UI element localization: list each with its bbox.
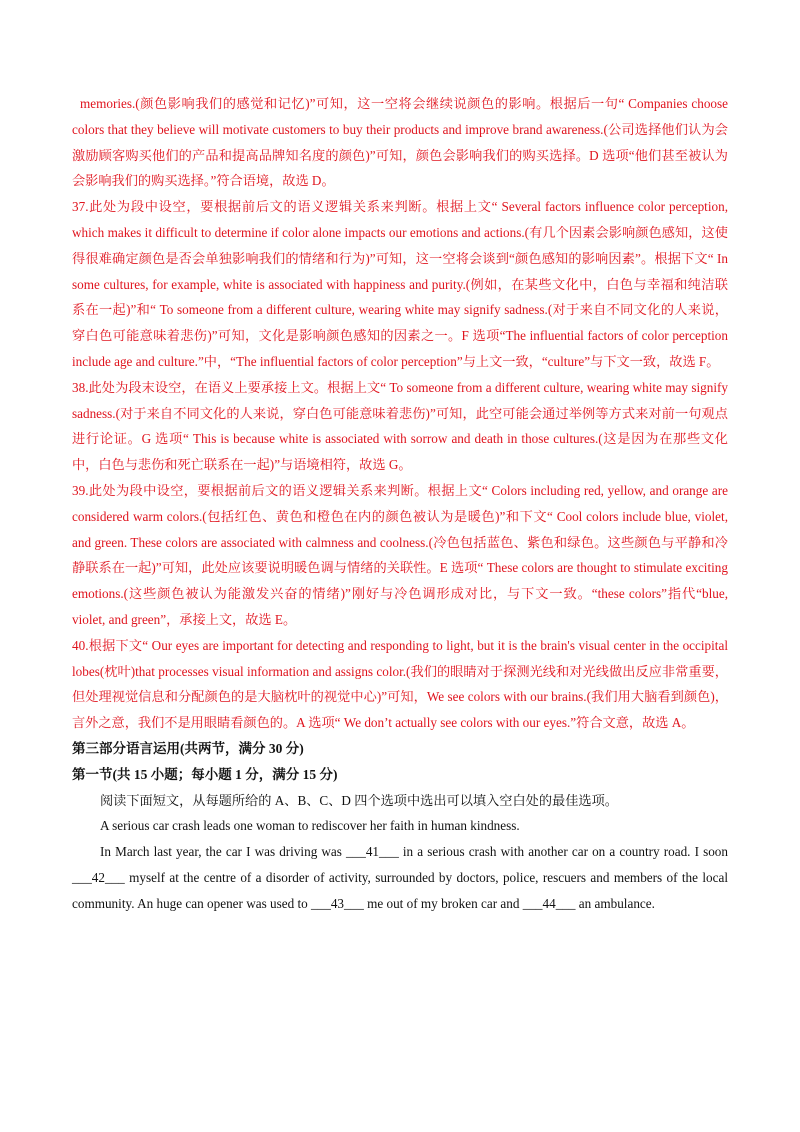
blank-44: ___44___ xyxy=(522,895,576,911)
passage-text: In March last year, the car I was driving was xyxy=(100,844,347,860)
explanation-q40: 40.根据下文“ Our eyes are important for detecting and responding to light, but it is the brain's visual center in the occipital lobes(枕叶)that processes visual information and assigns color.(我们的眼睛对于探测光线和对光线做出反应非常重要，但处理视觉信息和分配颜色的是大脑枕叶的视觉中心)”可知，We see colors with our brains.(我们用大脑看到颜色)，言外之意，我们不是用眼睛看颜色的。A 选项“ We don’t actually see colors with our eyes.”符合文意，故选 A。 xyxy=(72,637,728,731)
passage-text: an ambulance. xyxy=(575,895,655,911)
explanation-q38: 38.此处为段末设空，在语义上要承接上文。根据上文“ To someone from a different culture, wearing white may signify sadness.(对于来自不同文化的人来说，穿白色可能意味着悲伤)”可知，此空可能会通过举例等方式来对前一句观点进行论证。G 选项“ This is because white is associated with sorrow and death in those cultures.(这是因为在那些文化中，白色与悲伤和死亡联系在一起)”与语境相符，故选 G。 xyxy=(72,379,728,473)
blank-43: ___43___ xyxy=(311,895,364,911)
passage-paragraph xyxy=(72,839,728,916)
passage-title: A serious car crash leads one woman to rediscover her faith in human kindness. xyxy=(100,818,520,834)
blank-42: ___42___ xyxy=(72,869,125,885)
passage-text: in a serious crash with another car on a country road. I soon xyxy=(398,844,728,860)
section-title: 第一节(共 15 小题；每小题 1 分，满分 15 分) xyxy=(72,766,338,782)
blank-41: ___41___ xyxy=(346,844,399,860)
passage-text: me out of my broken car and xyxy=(363,895,523,911)
passage-text: myself at the centre of a disorder of activity, surrounded by doctors, police, rescuers and members of the local community. An huge can opener was used to xyxy=(72,869,728,911)
explanation-q37: 37.此处为段中设空，要根据前后文的语义逻辑关系来判断。根据上文“ Several factors influence color perception, which makes it difficult to determine if color alone impacts our emotions and actions.(有几个因素会影响颜色感知，这使得很难确定颜色是否会单独影响我们的情绪和行为)”可知，这一空将会谈到“颜色感知的影响因素”。根据下文“ In some cultures, for example, white is associated with happiness and purity.(例如，在某些文化中，白色与幸福和纯洁联系在一起)”和“ To someone from a different culture, wearing white may signify sadness.(对于来自不同文化的人来说，穿白色可能意味着悲伤)”可知，文化是影响颜色感知的因素之一。F 选项“The influential factors of color perception include age and culture.”中，“The influential factors of color perception”与上文一致，“culture”与下文一致，故选 F。 xyxy=(72,199,728,369)
explanation-q39: 39.此处为段中设空，要根据前后文的语义逻辑关系来判断。根据上文“ Colors including red, yellow, and orange are considered warm colors.(包括红色、黄色和橙色在内的颜色被认为是暖色)”和下文“ Cool colors include blue, violet, and green. These colors are associated with calmness and coolness.(冷色包括蓝色、紫色和绿色。这些颜色与平静和冷静联系在一起)”可知，此处应该要说明暖色调与情绪的关联性。E 选项“ These colors are thought to stimulate exciting emotions.(这些颜色被认为能激发兴奋的情绪)”刚好与冷色调形成对比，与下文一致。“these colors”指代“blue, violet, and green”，承接上文，故选 E。 xyxy=(72,482,728,627)
explanation-continuation: memories.(颜色影响我们的感觉和记忆)”可知，这一空将会继续说颜色的影响。根据后一句“ Companies choose colors that they believe will motivate customers to buy their products and improve brand awareness.(公司选择他们认为会激励顾客购买他们的产品和提高品牌知名度的颜色)”可知，颜色会影响我们的购买选择。D 选项“他们甚至被认为会影响我们的购买选择。”符合语境，故选 D。 xyxy=(72,96,728,189)
part-title: 第三部分语言运用(共两节，满分 30 分) xyxy=(72,740,304,756)
instruction: 阅读下面短文，从每题所给的 A、B、C、D 四个选项中选出可以填入空白处的最佳选项。 xyxy=(100,792,618,808)
document-page xyxy=(72,91,728,917)
